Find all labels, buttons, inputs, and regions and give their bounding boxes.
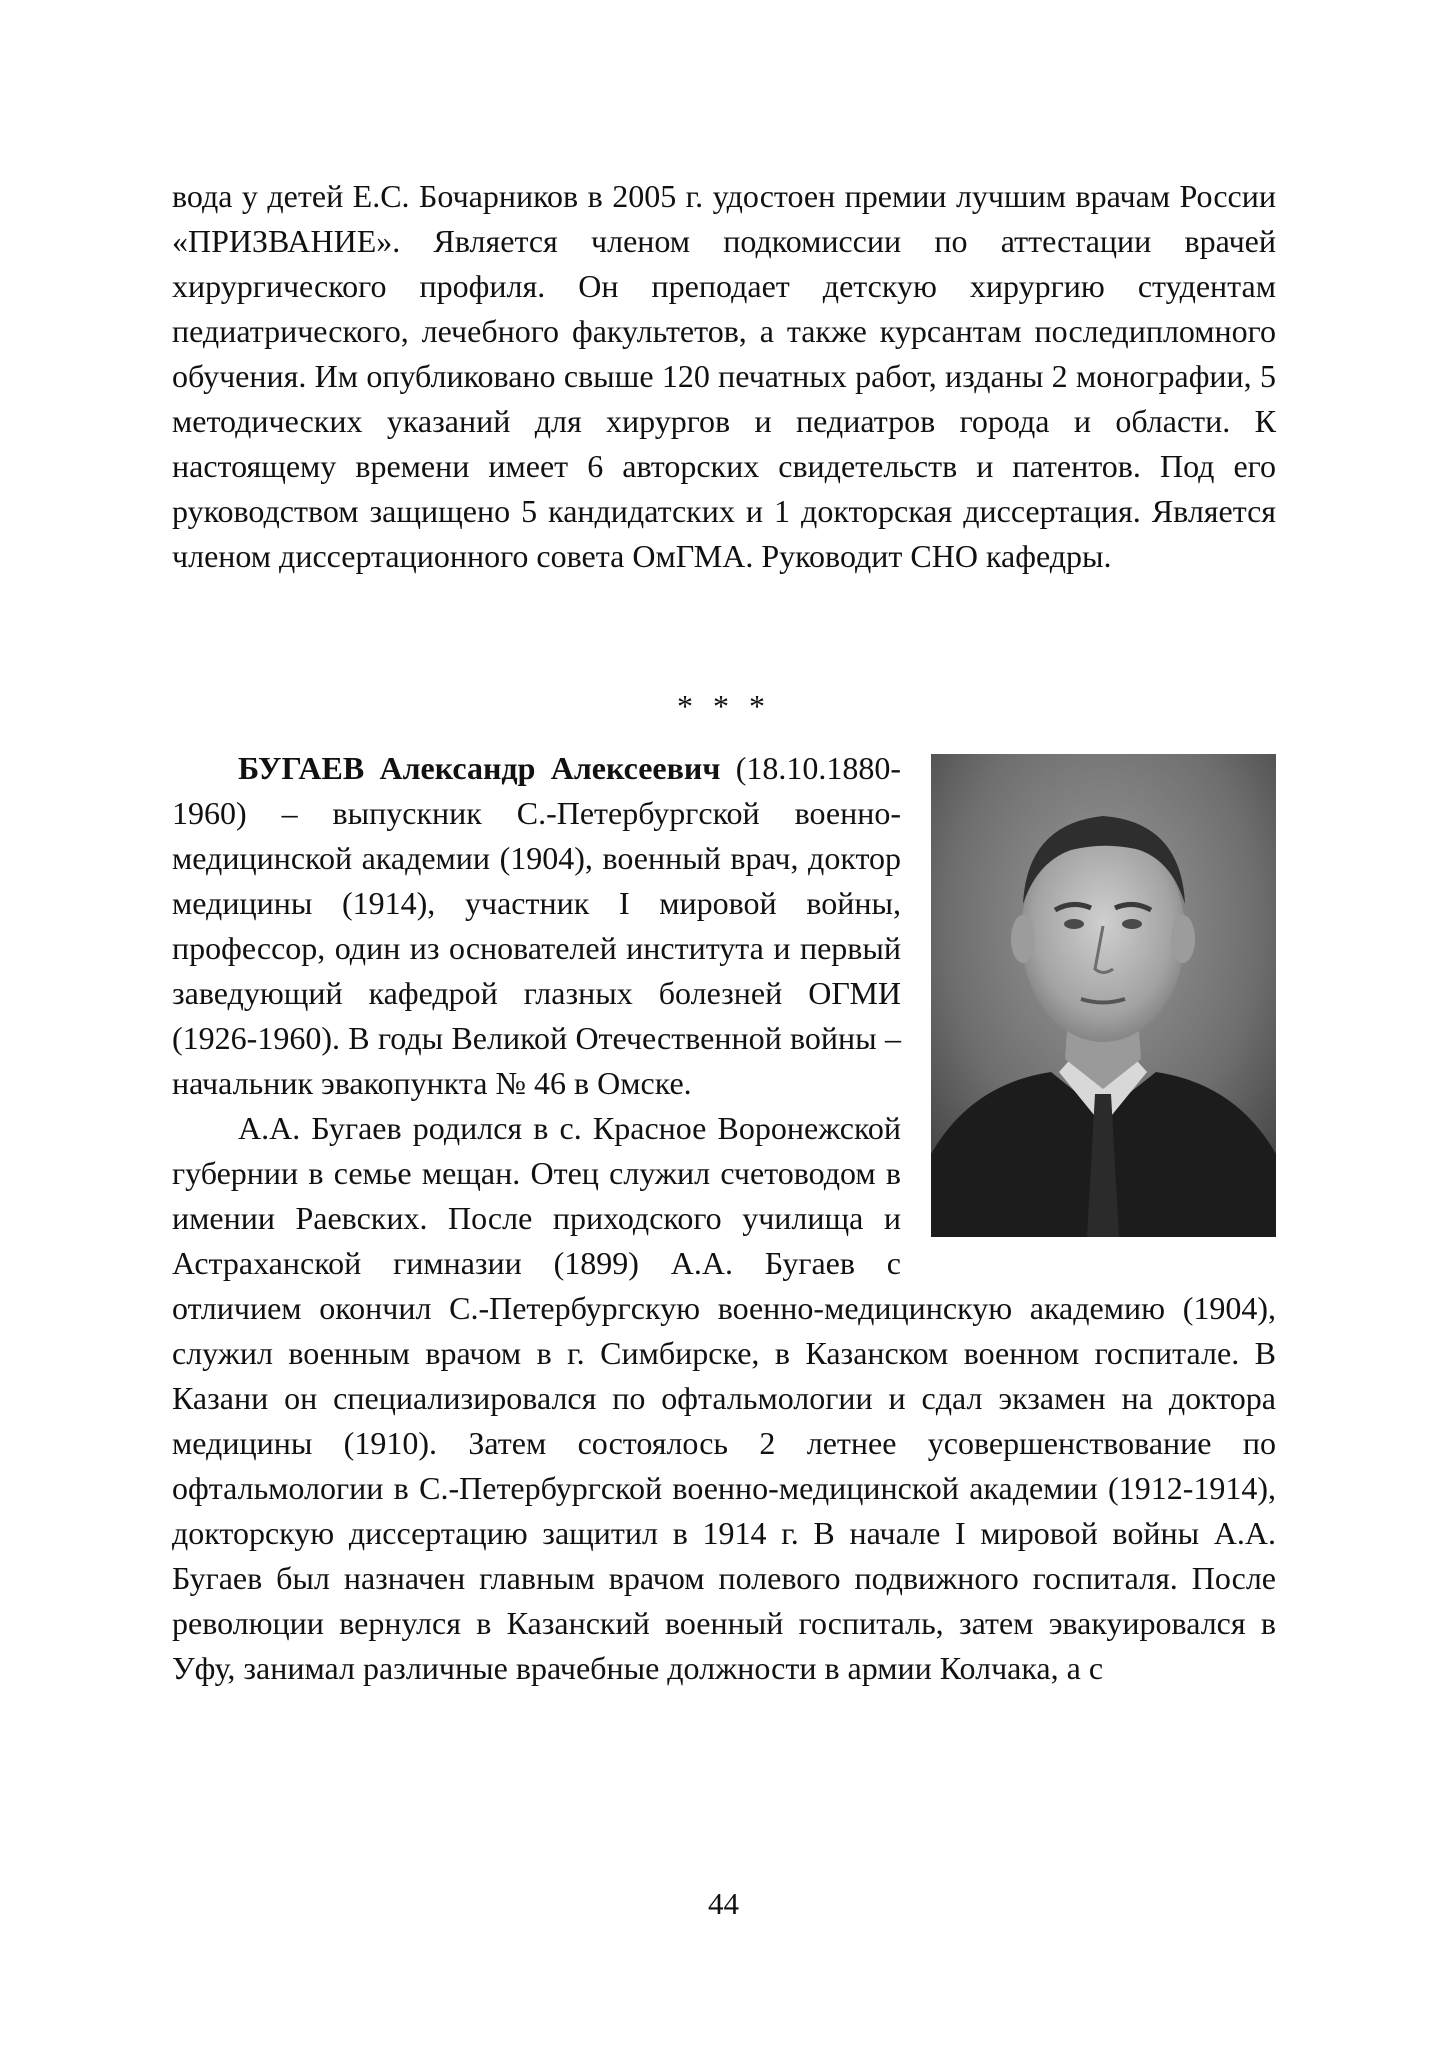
portrait-photo [931, 754, 1276, 1237]
section-separator: * * * [677, 688, 771, 724]
bio-paragraph-2: А.А. Бугаев родился в с. Красное Воронежской губернии в семье мещан. Отец служил счетоводом в имении Раевских. После приходского училища и Астраханской гимназии (1899) А.А. Бугаев с отличием окончил С.-Петербургскую военно-медицинскую академию (1904), служил военным врачом в г. Симбирске, в Казанском военном госпитале. В Казани он специализировался по офтальмологии и сдал экзамен на доктора медицины (1910). Затем состоялось 2 летнее усовершенствование по офтальмологии в С.-Петербургской военно-медицинской академии (1912-1914), докторскую диссертацию защитил в 1914 г. В начале I мировой войны А.А. Бугаев был назначен главным врачом полевого подвижного госпиталя. После революции вернулся в Казанский военный госпиталь, затем эвакуировался в Уфу, занимал различные врачебные должности в армии Колчака, а с [172, 1110, 1276, 1686]
biography-section [172, 746, 1276, 1691]
intro-paragraph: вода у детей Е.С. Бочарников в 2005 г. удостоен премии лучшим врачам России «ПРИЗВАНИЕ». Является членом подкомиссии по аттестации врачей хирургического профиля. Он преподает детскую хирургию студентам педиатрического, лечебного факультетов, а также курсантам последипломного обучения. Им опубликовано свыше 120 печатных работ, изданы 2 монографии, 5 методических указаний для хирургов и педиатров города и области. К настоящему времени имеет 6 авторских свидетельств и патентов. Под его руководством защищено 5 кандидатских и 1 докторская диссертация. Является членом диссертационного совета ОмГМА. Руководит СНО кафедры. [172, 178, 1276, 574]
person-name: БУГАЕВ Александр Алексеевич [238, 750, 721, 786]
bio-lead-text: (18.10.1880-1960) – выпускник С.-Петербургской военно-медицинской академии (1904), военный врач, доктор медицины (1914), участник I мировой войны, профессор, один из основателей института и первый заведующий кафедрой глазных болезней ОГМИ (1926-1960). В годы Великой Отечественной войны – начальник эвакопункта № 46 в Омске. [172, 750, 902, 1101]
page-number: 44 [708, 1886, 739, 1921]
intro-section [172, 174, 1276, 579]
